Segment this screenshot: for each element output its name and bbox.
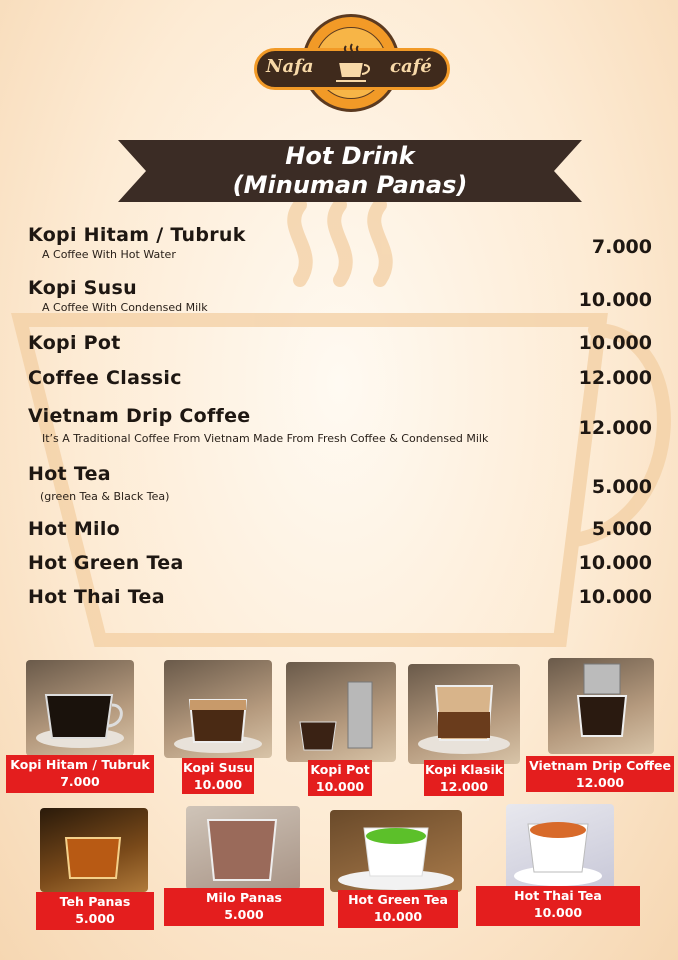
- menu-item-price: 12.000: [578, 367, 652, 389]
- logo-word-right: café: [390, 56, 432, 77]
- menu-item: [28, 224, 652, 261]
- menu-item-desc: (green Tea & Black Tea): [40, 490, 170, 503]
- menu-item-price: 10.000: [578, 332, 652, 354]
- coffee-cup-icon: [332, 42, 372, 88]
- drink-label-price: 7.000: [60, 774, 100, 789]
- drink-photo: [408, 664, 520, 764]
- drink-label-name: Hot Thai Tea: [514, 888, 602, 903]
- drink-label-name: Kopi Hitam / Tubruk: [10, 757, 150, 772]
- menu-item-price: 10.000: [578, 552, 652, 574]
- menu-item: [28, 463, 652, 503]
- menu-item-name: Coffee Classic: [28, 367, 182, 389]
- menu-item-price: 5.000: [591, 476, 652, 498]
- menu-item-price: 10.000: [578, 586, 652, 608]
- drink-photo: [164, 660, 272, 758]
- menu-item-name: Vietnam Drip Coffee: [28, 405, 251, 427]
- drink-label-name: Kopi Pot: [310, 762, 370, 777]
- menu-item-name: Kopi Pot: [28, 332, 121, 354]
- drink-photo: [26, 660, 134, 756]
- drink-label: [6, 755, 154, 793]
- drink-label-price: 12.000: [439, 779, 489, 794]
- menu-item-desc: It’s A Traditional Coffee From Vietnam Made From Fresh Coffee & Condensed Milk: [42, 432, 489, 445]
- drink-label-name: Kopi Susu: [183, 760, 253, 775]
- drink-label: [338, 890, 458, 928]
- menu-item-name: Kopi Susu: [28, 277, 137, 299]
- drink-photo: [506, 804, 614, 890]
- banner-title: Hot Drink: [285, 142, 415, 170]
- cafe-logo: [254, 14, 450, 114]
- drink-label: [476, 886, 640, 926]
- menu-item-desc: A Coffee With Condensed Milk: [42, 301, 208, 314]
- title-banner: [118, 138, 582, 204]
- drink-label-price: 10.000: [193, 777, 243, 792]
- menu-item: [28, 552, 652, 574]
- drink-label-name: Hot Green Tea: [348, 892, 448, 907]
- menu-item-price: 7.000: [591, 236, 652, 258]
- menu-item-price: 10.000: [578, 289, 652, 311]
- drink-label-price: 10.000: [533, 905, 583, 920]
- menu-item-name: Kopi Hitam / Tubruk: [28, 224, 246, 246]
- drink-label-price: 5.000: [224, 907, 264, 922]
- drink-photo: [186, 806, 300, 890]
- drink-label-name: Vietnam Drip Coffee: [529, 758, 671, 773]
- menu-item-desc: A Coffee With Hot Water: [42, 248, 176, 261]
- menu-item: [28, 405, 652, 445]
- menu-item-price: 12.000: [578, 417, 652, 439]
- drink-label-price: 12.000: [575, 775, 625, 790]
- menu-item: [28, 518, 652, 540]
- drink-label-name: Teh Panas: [59, 894, 131, 909]
- menu-item-name: Hot Milo: [28, 518, 121, 540]
- drink-photo: [330, 810, 462, 892]
- drink-label: [424, 760, 504, 796]
- drink-label-price: 5.000: [75, 911, 115, 926]
- banner-subtitle: (Minuman Panas): [232, 171, 468, 199]
- menu-item: [28, 586, 652, 608]
- menu-item-name: Hot Thai Tea: [28, 586, 165, 608]
- menu-item-name: Hot Tea: [28, 463, 111, 485]
- drink-label: [36, 892, 154, 930]
- drink-label-name: Milo Panas: [206, 890, 282, 905]
- menu-item-price: 5.000: [591, 518, 652, 540]
- drink-label: [182, 758, 254, 794]
- menu-item: [28, 332, 652, 354]
- logo-word-left: Nafa: [266, 56, 314, 77]
- drink-photo: [286, 662, 396, 762]
- drink-label: [308, 760, 372, 796]
- drink-label-price: 10.000: [373, 909, 423, 924]
- drink-label-name: Kopi Klasik: [424, 762, 504, 777]
- menu-item-name: Hot Green Tea: [28, 552, 184, 574]
- drink-label-price: 10.000: [315, 779, 365, 794]
- drink-photo: [40, 808, 148, 892]
- drink-label: [164, 888, 324, 926]
- menu-item: [28, 367, 652, 389]
- menu-item: [28, 277, 652, 314]
- drink-photo: [548, 658, 654, 754]
- drink-label: [526, 756, 674, 792]
